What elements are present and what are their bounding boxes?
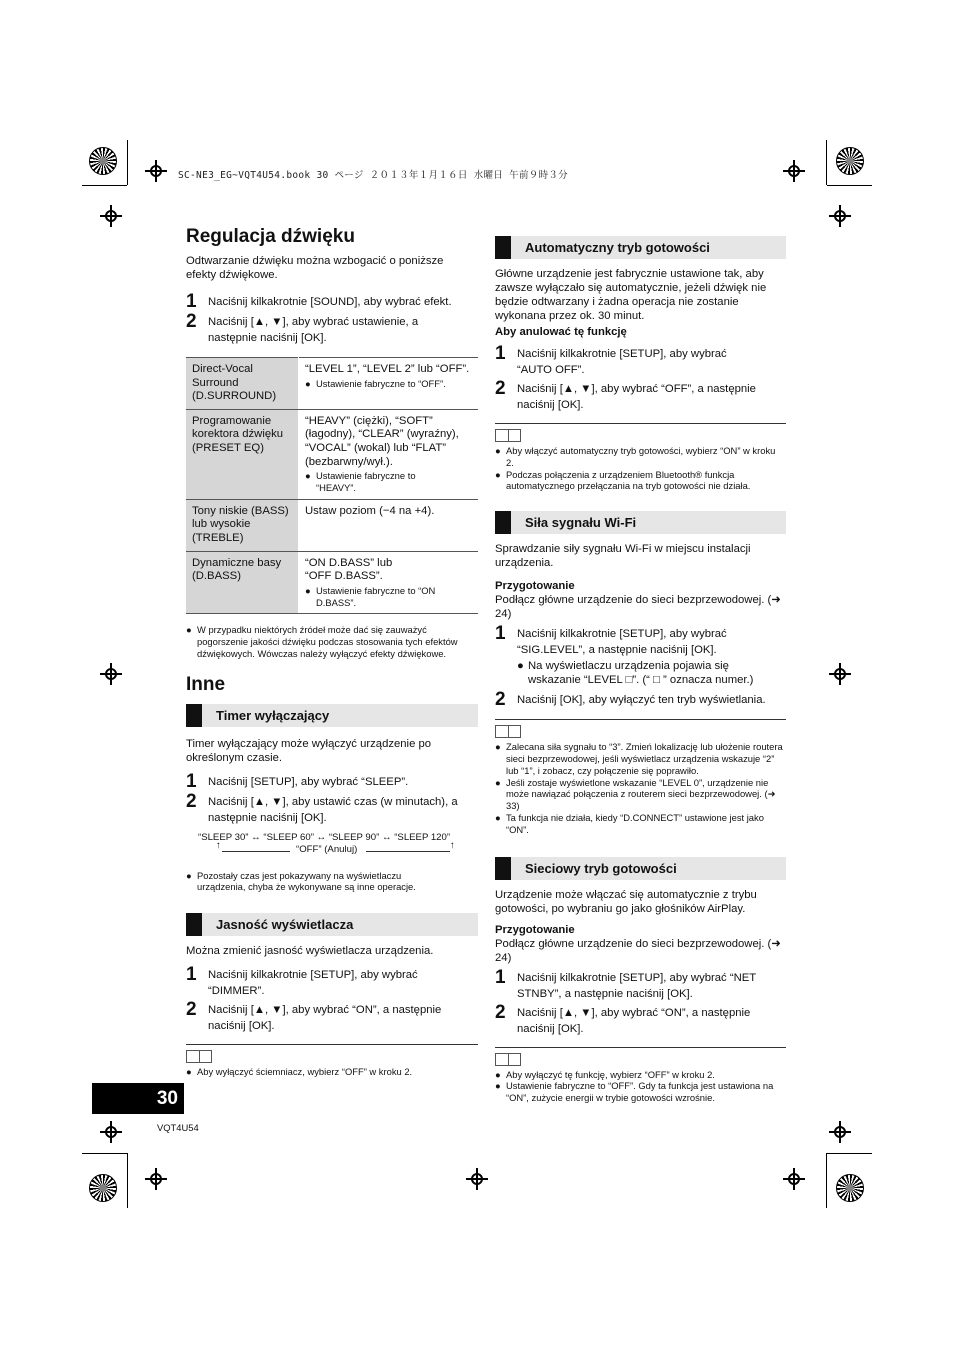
subsection-title: Siła sygnału Wi-Fi <box>525 515 637 531</box>
crosshair-circle <box>834 668 846 680</box>
crosshair-circle <box>105 668 117 680</box>
wifi-note <box>495 741 786 776</box>
option-values: “LEVEL 1”, “LEVEL 2” lub “OFF”. <box>305 363 470 375</box>
step-text: Naciśnij [OK], aby wyłączyć ten tryb wyświetlania. <box>517 694 766 707</box>
sound-table-note-text: W przypadku niektórych źródeł może dać się zauważyć pogorszenie jakości dźwięku podczas stosowania tych efektów dźwiękowych. Wówczas należy wyłączyć efekty dźwiękowe. <box>197 624 458 659</box>
crop-mark <box>82 1153 127 1154</box>
wifi-intro: Sprawdzanie siły sygnału Wi-Fi w miejscu instalacji urządzenia. <box>495 543 751 570</box>
wifi-prep-label: Przygotowanie <box>495 580 575 593</box>
step-text: Naciśnij kilkakrotnie [SOUND], aby wybrać efekt. <box>208 296 452 308</box>
note-book-icon <box>495 1053 521 1066</box>
left-column <box>186 226 478 1078</box>
table-cell-label: Dynamiczne basy (D.BASS) <box>186 551 299 614</box>
cycle-line <box>366 851 450 852</box>
crosshair-circle <box>788 1173 800 1185</box>
sleep-cycle-line: “SLEEP 30” ↔ “SLEEP 60” ↔ “SLEEP 90” ↔ “SLEEP 120” <box>198 831 451 843</box>
wifi-step-2 <box>495 691 786 709</box>
auto-off-step-2 <box>495 380 786 413</box>
auto-off-note-text: Podczas połączenia z urządzeniem Bluetooth® funkcja automatycznego przełączania na tryb gotowości nie działa. <box>506 468 751 492</box>
factory-note <box>305 470 472 494</box>
subsection-title: Automatyczny tryb gotowości <box>525 240 710 255</box>
note-divider <box>495 719 786 720</box>
table-cell-label: Programowanie korektora dźwięku (PRESET EQ) <box>186 409 299 499</box>
net-standby-note-text: Aby wyłączyć tę funkcję, wybierz “OFF” w kroku 2. <box>506 1068 715 1080</box>
net-standby-note-text: Ustawienie fabryczne to “OFF”. Gdy ta funkcja jest ustawiona na “ON”, zużycie energii w trybie gotowości wzrośnie. <box>506 1080 774 1104</box>
crosshair-circle <box>834 1126 846 1138</box>
model-code: VQT4U54 <box>157 1122 199 1133</box>
bar-marker <box>495 511 511 534</box>
table-cell-label: Tony niskie (BASS) lub wysokie (TREBLE) <box>186 499 299 551</box>
subsection-title: Jasność wyświetlacza <box>216 917 354 933</box>
step-number: 2 <box>495 689 506 711</box>
net-standby-prep-text: Podłącz główne urządzenie do sieci bezprzewodowej. (➜ 24) <box>495 937 781 964</box>
registration-sunburst-top-left <box>89 147 117 175</box>
timer-note <box>186 870 478 894</box>
step-text: Naciśnij [SETUP], aby wybrać “SLEEP”. <box>208 775 409 788</box>
auto-off-cancel-label: Aby anulować tę funkcję <box>495 326 627 338</box>
bullet-icon: ● <box>305 584 311 596</box>
crop-mark <box>827 1153 872 1154</box>
factory-note-text: Ustawienie fabryczne to “OFF”. <box>316 377 446 389</box>
crop-mark <box>826 1153 827 1208</box>
step-number: 1 <box>495 343 506 364</box>
net-standby-prep-label: Przygotowanie <box>495 923 575 936</box>
crop-mark <box>826 140 827 185</box>
crosshair-circle <box>788 165 800 177</box>
bullet-icon: ● <box>305 470 311 482</box>
crosshair-circle <box>105 210 117 222</box>
wifi-step-1-bullet-text: Na wyświetlaczu urządzenia pojawia się wskazanie “LEVEL □”. (“ □ ” oznacza numer.) <box>528 660 754 687</box>
step-text: Naciśnij kilkakrotnie [SETUP], aby wybrać “NET STNBY”, a następnie naciśnij [OK]. <box>517 971 756 1000</box>
crosshair-circle <box>834 210 846 222</box>
step-number: 1 <box>186 291 197 312</box>
table-cell-value <box>299 358 479 410</box>
factory-note-text: Ustawienie fabryczne to “ON D.BASS”. <box>316 584 436 608</box>
crosshair-circle <box>471 1173 483 1185</box>
bullet-icon: ● <box>305 377 311 389</box>
step-text: Naciśnij kilkakrotnie [SETUP], aby wybrać “DIMMER”. <box>208 969 418 998</box>
step-text: Naciśnij [▲, ▼], aby wybrać ustawienie, a następnie naciśnij [OK]. <box>208 316 419 344</box>
bullet-icon: ● <box>186 624 192 636</box>
auto-off-step-1 <box>495 345 786 378</box>
step-text: Naciśnij [▲, ▼], aby wybrać “ON”, a następnie naciśnij [OK]. <box>208 1004 442 1033</box>
sound-step-2 <box>186 313 478 346</box>
bullet-icon: ● <box>495 776 501 788</box>
file-header: SC-NE3_EG~VQT4U54.book 30 ページ ２０１３年１月１６日 水曜日 午前９時３分 <box>178 170 568 181</box>
timer-intro: Timer wyłączający może wyłączyć urządzenie po określonym czasie. <box>186 737 432 764</box>
subsection-bar-net-standby <box>495 857 786 880</box>
right-column <box>495 236 786 1104</box>
step-number: 1 <box>186 964 197 986</box>
crop-mark <box>127 1153 128 1208</box>
auto-off-note-text: Aby włączyć automatyczny tryb gotowości, wybierz “ON” w kroku 2. <box>506 445 776 468</box>
table-cell-value <box>299 551 479 614</box>
dimmer-step-2 <box>186 1001 478 1034</box>
factory-note-text: Ustawienie fabryczne to “HEAVY”. <box>316 470 416 493</box>
wifi-note-text: Zalecana siła sygnału to “3”. Zmień lokalizację lub ułożenie routera sieci bezprzewodowej, jeśli wyświetlacz urządzenia wskazuje “2” lub “1”, i zobacz, czy połączenie się poprawiło. <box>506 741 783 776</box>
note-book-icon <box>186 1050 212 1063</box>
step-text: Naciśnij [▲, ▼], aby ustawić czas (w minutach), a następnie naciśnij [OK]. <box>208 795 458 824</box>
cycle-off-label: “OFF” (Anuluj) <box>296 843 358 855</box>
net-standby-step-1 <box>495 966 786 1002</box>
table-cell-label: Direct-Vocal Surround (D.SURROUND) <box>186 358 299 410</box>
option-values: “HEAVY” (ciężki), “SOFT” (łagodny), “CLEAR” (wyraźny), “VOCAL” (wokal) lub “FLAT” (bezbarwny/wył.). <box>305 414 459 468</box>
net-standby-intro: Urządzenie może włączać się automatycznie z trybu gotowości, po wybraniu go jako głośników AirPlay. <box>495 888 757 915</box>
note-book-icon <box>495 725 521 738</box>
sound-table-note <box>186 624 478 659</box>
wifi-note <box>495 812 786 836</box>
page-number: 30 <box>92 1083 184 1114</box>
subsection-bar-wifi <box>495 511 786 534</box>
sound-step-1 <box>186 293 478 311</box>
step-number: 1 <box>186 770 197 792</box>
subsection-title: Timer wyłączający <box>216 707 330 723</box>
subsection-bar-dimmer <box>186 913 478 936</box>
sound-intro: Odtwarzanie dźwięku można wzbogacić o poniższe efekty dźwiękowe. <box>186 255 444 281</box>
bar-marker <box>186 913 202 936</box>
section-title-other: Inne <box>186 673 226 695</box>
step-number: 2 <box>495 1001 506 1023</box>
step-number: 2 <box>186 999 197 1021</box>
sleep-cycle-return <box>198 839 478 858</box>
bullet-icon: ● <box>186 869 192 881</box>
crop-mark <box>827 185 872 186</box>
dimmer-intro: Można zmienić jasność wyświetlacza urządzenia. <box>186 945 434 958</box>
step-text: Naciśnij [▲, ▼], aby wybrać “OFF”, a następnie naciśnij [OK]. <box>517 383 756 411</box>
note-divider <box>495 423 786 424</box>
bullet-icon: ● <box>186 1066 192 1078</box>
bar-marker <box>495 236 511 259</box>
note-divider <box>495 1047 786 1048</box>
wifi-prep-text: Podłącz główne urządzenie do sieci bezprzewodowej. (➜ 24) <box>495 594 781 621</box>
step-number: 1 <box>495 623 506 645</box>
table-cell-value <box>299 409 479 499</box>
subsection-title: Sieciowy tryb gotowości <box>525 860 677 876</box>
step-number: 1 <box>495 966 506 988</box>
note-book-icon <box>495 429 521 442</box>
factory-note <box>305 585 472 609</box>
bullet-icon: ● <box>495 445 501 456</box>
section-title-sound: Regulacja dźwięku <box>186 226 355 247</box>
step-number: 2 <box>495 378 506 399</box>
bullet-icon: ● <box>495 468 501 480</box>
bullet-icon: ● <box>495 811 501 823</box>
crosshair-circle <box>150 1173 162 1185</box>
table-row <box>186 409 478 499</box>
cycle-arrow-icon: ↑ <box>450 839 455 851</box>
dimmer-step-1 <box>186 966 478 999</box>
timer-step-1 <box>186 770 478 792</box>
cycle-arrow-icon: ↑ <box>216 839 221 851</box>
subsection-bar-sleep-timer <box>186 704 478 727</box>
registration-sunburst-bottom-right <box>836 1174 864 1202</box>
option-values: “ON D.BASS” lub “OFF D.BASS”. <box>305 556 393 583</box>
net-standby-step-2 <box>495 1001 786 1037</box>
subsection-bar-auto-off <box>495 236 786 259</box>
crosshair-circle <box>105 1126 117 1138</box>
crop-mark <box>82 185 127 186</box>
auto-off-note <box>495 469 786 493</box>
table-row <box>186 499 478 551</box>
bar-marker <box>186 704 202 727</box>
bullet-icon: ● <box>495 1068 501 1080</box>
crosshair-circle <box>150 165 162 177</box>
step-number: 2 <box>186 311 197 332</box>
bullet-icon: ● <box>495 1080 501 1092</box>
wifi-step-1-bullet <box>517 659 786 687</box>
step-number: 2 <box>186 790 197 812</box>
step-text: Naciśnij [▲, ▼], aby wybrać “ON”, a następnie naciśnij [OK]. <box>517 1006 751 1035</box>
wifi-step-1 <box>495 625 786 658</box>
sound-effects-table <box>186 357 478 614</box>
step-text: Naciśnij kilkakrotnie [SETUP], aby wybrać “AUTO OFF”. <box>517 348 727 376</box>
table-row <box>186 358 478 410</box>
factory-note <box>305 378 472 390</box>
auto-off-intro: Główne urządzenie jest fabrycznie ustawione tak, aby zawsze wyłączało się automatycznie, jeżeli dźwięk nie będzie odtwarzany i żadna operacja nie zostanie wykonana przez ok. 30 minut. <box>495 268 767 322</box>
note-divider <box>186 1044 478 1045</box>
wifi-note-text: Ta funkcja nie działa, kiedy “D.CONNECT” ustawione jest jako “ON”. <box>506 811 764 835</box>
wifi-note-text: Jeśli zostaje wyświetlone wskazanie “LEVEL 0”, urządzenie nie może nawiązać połączenia z routerem sieci bezprzewodowej. (➜ 33) <box>506 776 776 812</box>
net-standby-note <box>495 1080 786 1104</box>
crop-mark <box>127 140 128 185</box>
dimmer-note <box>186 1066 478 1078</box>
bar-marker <box>495 857 511 880</box>
table-cell-value: Ustaw poziom (−4 na +4). <box>299 499 479 551</box>
step-text: Naciśnij kilkakrotnie [SETUP], aby wybrać “SIG.LEVEL”, a następnie naciśnij [OK]. <box>517 628 727 657</box>
bullet-icon: ● <box>495 741 501 753</box>
cycle-line <box>222 851 290 852</box>
wifi-note <box>495 777 786 812</box>
registration-sunburst-top-right <box>836 147 864 175</box>
timer-note-text: Pozostały czas jest pokazywany na wyświetlaczu urządzenia, chyba że wykonywane są inne operacje. <box>197 869 416 893</box>
registration-sunburst-bottom-left <box>89 1174 117 1202</box>
timer-step-2 <box>186 790 478 826</box>
dimmer-note-text: Aby wyłączyć ściemniacz, wybierz “OFF” w kroku 2. <box>197 1066 413 1078</box>
auto-off-note <box>495 445 786 469</box>
bullet-icon: ● <box>517 660 524 673</box>
table-row <box>186 551 478 614</box>
net-standby-note <box>495 1069 786 1081</box>
